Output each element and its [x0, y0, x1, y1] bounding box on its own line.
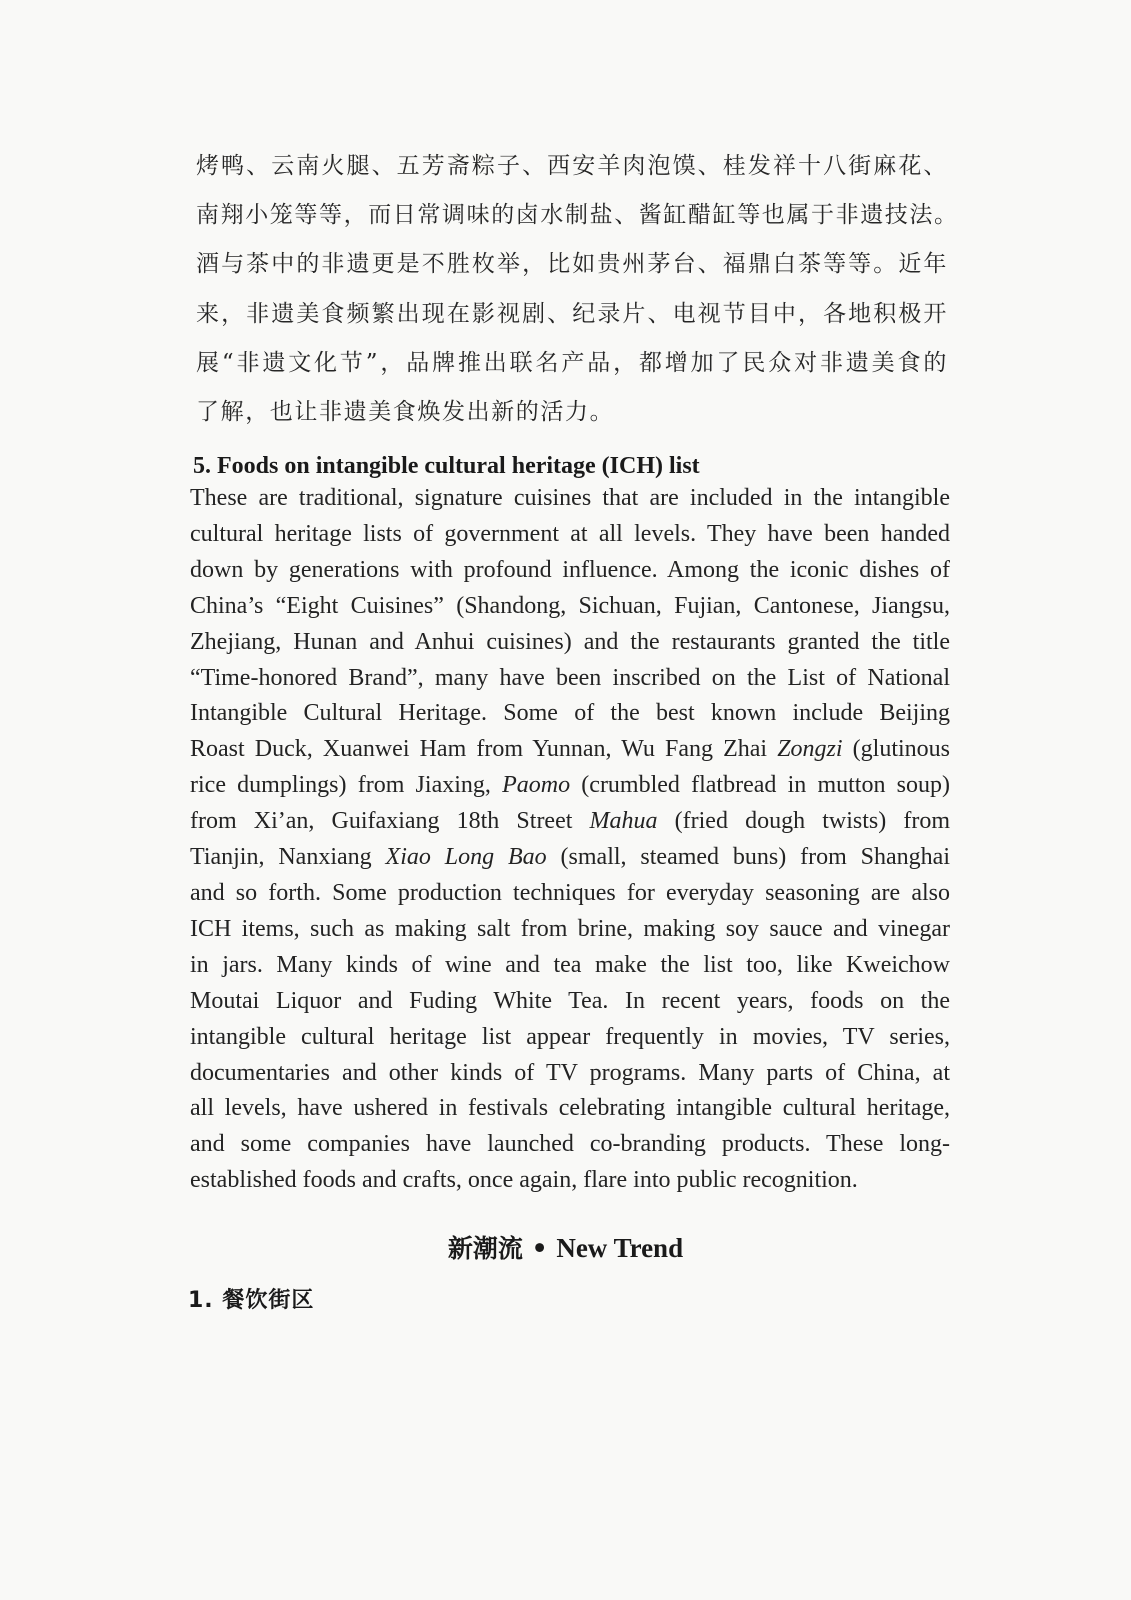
english-line: [190, 553, 950, 589]
text-segment: Roast Duck, Xuanwei Ham from Yunnan, Wu Fang Zhai: [190, 736, 778, 763]
chinese-line: 了解，也让非遗美食焕发出新的活力。: [196, 399, 615, 426]
italic-term: Xiao Long Bao: [385, 844, 547, 871]
english-line: [190, 517, 950, 553]
english-line: [190, 589, 950, 625]
english-line: [190, 768, 950, 804]
english-line: [190, 625, 950, 661]
english-line: [190, 912, 950, 948]
text-segment: all levels, have ushered in festivals celebrating intangible cultural heritage,: [190, 1095, 950, 1122]
section-title: [0, 1232, 1131, 1265]
text-segment: rice dumplings) from Jiaxing,: [190, 772, 503, 799]
text-segment: and so forth. Some production techniques for everyday seasoning are also: [190, 879, 950, 906]
section-title-en: New Trend: [556, 1233, 684, 1263]
chinese-paragraph: [196, 142, 959, 437]
text-segment: (small, steamed buns) from Shanghai: [546, 844, 950, 871]
english-line: [190, 1091, 950, 1127]
text-segment: Tianjin, Nanxiang: [190, 844, 386, 871]
english-line: [190, 804, 950, 840]
text-segment: Moutai Liquor and Fuding White Tea. In recent years, foods on the: [190, 987, 950, 1014]
english-line: [190, 948, 950, 984]
english-line: [190, 1056, 950, 1092]
chinese-line: 展“非遗文化节”，品牌推出联名产品，都增加了民众对非遗美食的: [196, 349, 948, 376]
chinese-line: 南翔小笼等等，而日常调味的卤水制盐、酱缸醋缸等也属于非遗技法。: [196, 202, 959, 229]
section-title-zh: 新潮流: [447, 1234, 523, 1263]
text-segment: and some companies have launched co-branding products. These long-: [190, 1131, 950, 1158]
text-segment: cultural heritage lists of government at all levels. They have been handed: [190, 520, 950, 547]
italic-term: Paomo: [502, 772, 571, 799]
text-segment: in jars. Many kinds of wine and tea make the list too, like Kweichow: [190, 951, 950, 978]
english-line: [190, 876, 950, 912]
chinese-line: 烤鸭、云南火腿、五芳斋粽子、西安羊肉泡馍、桂发祥十八街麻花、: [196, 153, 948, 179]
text-segment: ICH items, such as making salt from brine, making soy sauce and vinegar: [190, 915, 950, 942]
text-segment: down by generations with profound influence. Among the iconic dishes of: [190, 556, 950, 583]
english-line: [190, 840, 950, 876]
chinese-line: 来，非遗美食频繁出现在影视剧、纪录片、电视节目中，各地积极开: [196, 300, 948, 327]
chinese-line: 酒与茶中的非遗更是不胜枚举，比如贵州茅台、福鼎白茶等等。近年: [196, 251, 948, 278]
english-line: [190, 661, 950, 697]
text-segment: China’s “Eight Cuisines” (Shandong, Sichuan, Fujian, Cantonese, Jiangsu,: [190, 592, 950, 619]
english-line: [190, 481, 950, 517]
english-paragraph: [190, 481, 950, 1199]
text-segment: documentaries and other kinds of TV programs. Many parts of China, at: [190, 1059, 950, 1086]
italic-term: Mahua: [589, 808, 658, 835]
text-segment: Intangible Cultural Heritage. Some of the best known include Beijing: [190, 700, 950, 727]
sub-heading: 1. 餐饮街区: [188, 1288, 315, 1313]
english-line: [190, 696, 950, 732]
english-line: [190, 1020, 950, 1056]
text-segment: intangible cultural heritage list appear frequently in movies, TV series,: [190, 1023, 950, 1050]
text-segment: established foods and crafts, once again, flare into public recognition.: [190, 1167, 858, 1194]
text-segment: Zhejiang, Hunan and Anhui cuisines) and the restaurants granted the title: [190, 628, 950, 655]
english-section-heading: 5. Foods on intangible cultural heritage (ICH) list: [193, 453, 700, 479]
italic-term: Zongzi: [777, 736, 843, 763]
text-segment: (crumbled flatbread in mutton soup): [570, 772, 951, 799]
english-line: [190, 1127, 950, 1163]
text-segment: “Time-honored Brand”, many have been inscribed on the List of National: [190, 664, 950, 691]
english-line: [190, 984, 950, 1020]
english-line: [190, 732, 950, 768]
text-segment: (glutinous: [842, 736, 951, 763]
text-segment: These are traditional, signature cuisines that are included in the intangible: [190, 485, 950, 511]
text-segment: from Xi’an, Guifaxiang 18th Street: [190, 808, 590, 835]
english-line: [190, 1163, 950, 1199]
text-segment: (fried dough twists) from: [657, 808, 950, 835]
section-title-separator: •: [531, 1234, 548, 1263]
